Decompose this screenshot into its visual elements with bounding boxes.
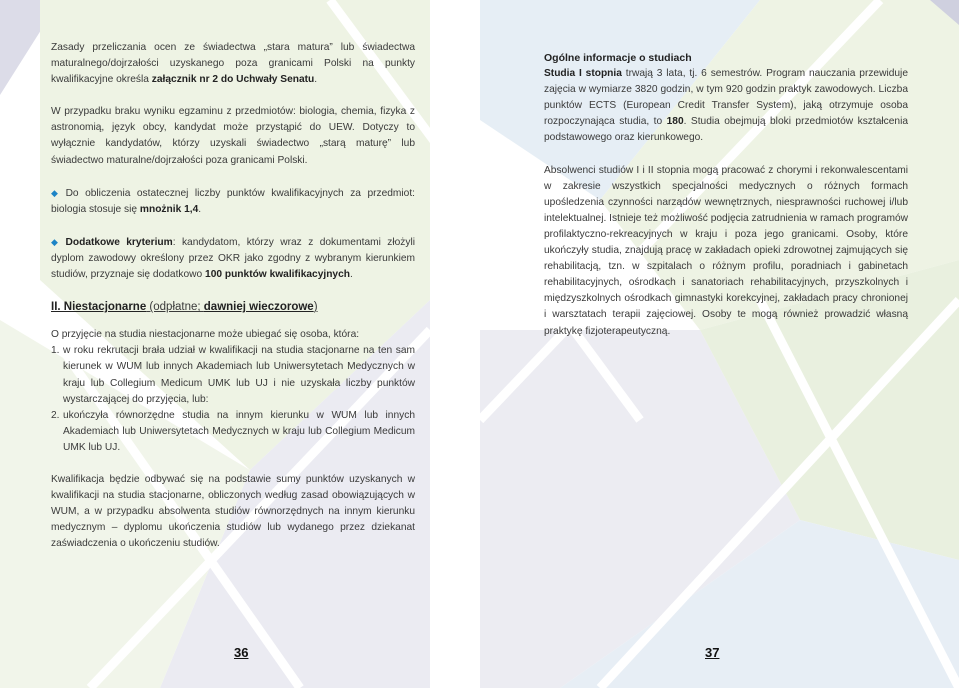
- qualification-paragraph: Kwalifikacja będzie odbywać się na podstawie sumy punktów uzyskanych w kwalifikacji na studia stacjonarne, obliczonych według zasad obowiązujących w WUM, a w przypadku absolwenta studiów równorzędnych na innym kierunku medycznym – dyplomu ukończenia studiów lub wydanego przez dziekanat zaświadczenia o ukończeniu studiów.: [51, 473, 415, 550]
- page-number-left: 36: [234, 645, 249, 660]
- general-info-heading: Ogólne informacje o studiach: [544, 52, 692, 64]
- diamond-bullet-icon: ◆: [51, 187, 62, 198]
- section-title-part-time: II. Niestacjonarne (odpłatne; dawniej wieczorowe): [51, 301, 318, 314]
- multiplier-bullet: ◆ Do obliczenia ostatecznej liczby punktów kwalifikacyjnych za przedmiot: biologia stosuje się mnożnik 1,4.: [51, 187, 415, 215]
- diamond-bullet-icon: ◆: [51, 236, 62, 247]
- page-number-right: 37: [705, 645, 720, 660]
- right-page-column: [544, 50, 908, 340]
- graduates-paragraph: Absolwenci studiów I i II stopnia mogą pracować z chorymi i rekonwalescentami w zakresie wszystkich specjalności medycznych o różnych formach upośledzenia czynności narządów wewnętrznych, niesprawności ruchowej i/lub intelektualnej. Istnieje też możliwość podjęcia zatrudnienia w ramach programów profilaktyczno-rekreacyjnych w kraju i poza jego granicami. Osoby, które ukończyły studia, znajdują pracę w zakładach opieki zdrowotnej zajmujących się rehabilitacją, tzn. w szpitalach o różnym profilu, poradniach i gabinetach rehabilitacyjnych, ośrodkach i sanatoriach rehabilitacyjnych, przyszkolnych i międzyszkolnych ośrodkach gimnastyki korekcyjnej, zakładach pracy chronionej i warsztatach terapii zajęciowej. Osoby te mogą również prowadzić własną praktykę fizjoterapeutyczną.: [544, 164, 908, 337]
- eligibility-intro: O przyjęcie na studia niestacjonarne może ubiegać się osoba, która:: [51, 329, 360, 341]
- ects-value: 180: [666, 116, 684, 128]
- first-degree-label: Studia I stopnia: [544, 68, 622, 80]
- extra-criterion-bullet: ◆ Dodatkowe kryterium: kandydatom, którzy wraz z dokumentami złożyli dyplom zawodowy określony przez OKR jako zgodny z wybranym kierunkiem studiów, przyznaje się dodatkowo 100 punktów kwalifikacyjnych.: [51, 236, 416, 281]
- left-page-column: [51, 40, 415, 552]
- first-degree-paragraph: Studia I stopnia trwają 3 lata, tj. 6 semestrów. Program nauczania przewiduje zajęcia w wymiarze 3820 godzin, w tym 920 godzin praktyk zawodowych. Liczba punktów ECTS (European Credit Transfer System), jaką otrzymuje osoba rozpoczynająca studia, to 180. Studia obejmują bloki przedmiotów kształcenia podstawowego oraz kierunkowego.: [544, 68, 908, 144]
- eligibility-list: [51, 343, 415, 456]
- conversion-rules-paragraph: Zasady przeliczania ocen ze świadectwa „stara matura” lub świadectwa maturalnego/dojrzałości uzyskanego poza granicami Polski na punkty kwalifikacyjne określa załącznik nr 2 do Uchwały Senatu.: [51, 42, 415, 86]
- missing-exam-paragraph: W przypadku braku wyniku egzaminu z przedmiotów: biologia, chemia, fizyka z astronomią, język obcy, kandydat może przystąpić do UEW. Dotyczy to wyłącznie kandydatów, którzy uzyskali świadectwo „starą maturę” lub świadectwo maturalne/dojrzałości poza granicami Polski.: [51, 106, 415, 166]
- extra-criterion-label: Dodatkowe kryterium: [65, 236, 173, 248]
- list-item: 2. ukończyła równorzędne studia na innym kierunku w WUM lub innych Akademiach lub Uniwersytetach Medycznych w kraju lub Collegium Medicum UMK lub UJ.: [51, 409, 415, 453]
- attachment-reference: załącznik nr 2 do Uchwały Senatu: [151, 74, 315, 86]
- extra-points-value: 100 punktów kwalifikacyjnych: [205, 269, 350, 281]
- list-item: 1. w roku rekrutacji brała udział w kwalifikacji na studia stacjonarne na ten sam kierunek w WUM lub innych Akademiach lub Uniwersytetach Medycznych w kraju lub Collegium Medicum UMK lub UJ i nie uzyskała liczby punktów wystarczającej do przyjęcia, lub:: [51, 345, 415, 405]
- multiplier-value: mnożnik 1,4: [139, 203, 199, 215]
